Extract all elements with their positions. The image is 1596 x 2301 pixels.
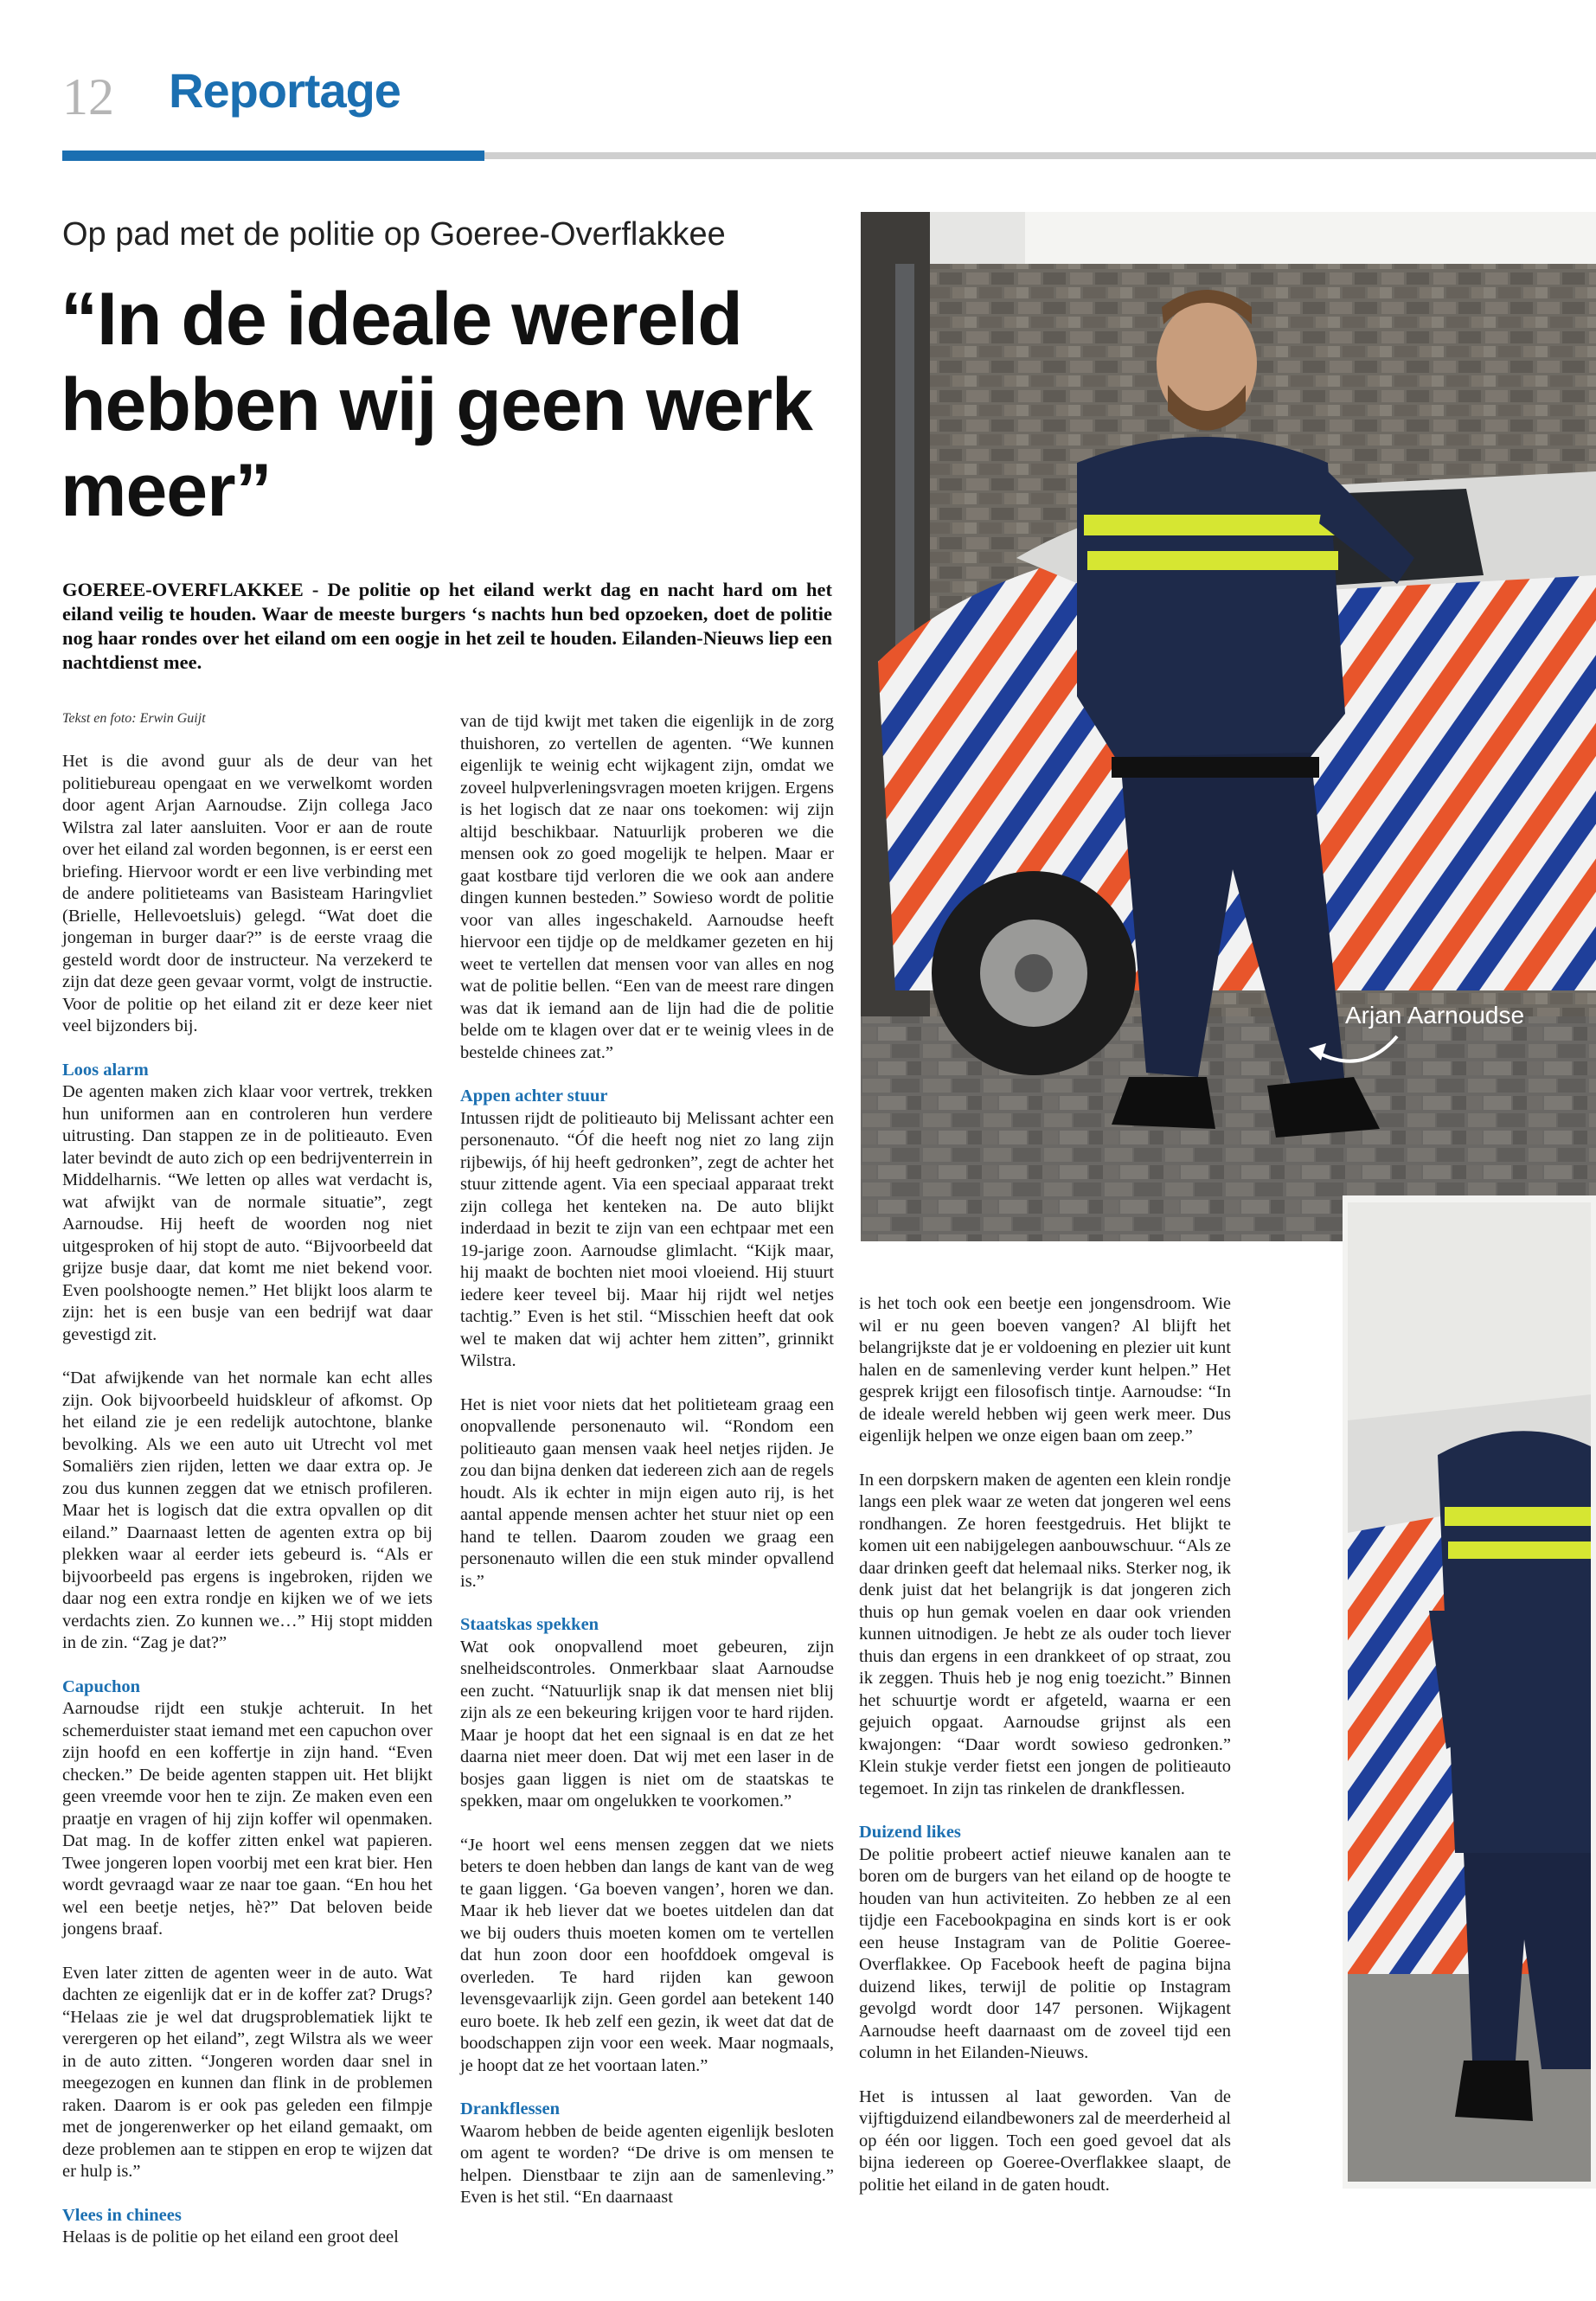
paragraph: Aarnoudse rijdt een stukje achteruit. In het schemerduister staat iemand met een capuchon over zijn hoofd en een koffertje in zijn hand. “Even checken.” De beide agenten stappen uit. Het blijkt geen vreemde voor hen te zijn. Ze maken even een praatje en vragen of hij zijn koffer wil openmaken. Dat mag. In de koffer zitten enkel wat papieren. Twee jongeren lopen voorbij met een krat bier. Hen wordt gevraagd waar ze naar toe gaan. “En hou het wel een beetje netjes, hè?” Dat beloven beide jongens braaf. <box>62 1699 433 1939</box>
paragraph: van de tijd kwijt met taken die eigenlijk in de zorg thuishoren, zo vertellen de agenten. “We kunnen eigenlijk te weinig echt wijkagent zijn, omdat we zoveel hulpverleningsvragen moeten krijgen. Ergens is het logisch dat ze naar ons toekomen: wij zijn altijd beschikbaar. Natuurlijk proberen we die mensen ook zo goed mogelijk te helpen. Maar er gaat kostbare tijd verloren die we ook aan andere dingen kunnen besteden.” Sowieso wordt de politie voor van alles ingeschakeld. Aarnoudse heeft hiervoor een tijdje op de meldkamer gezeten en hij weet te vertellen dat mensen voor van alles en nog wat de politie bellen. “Een van de meest rare dingen was dat ik iemand aan de lijn had die de politie belde om te klagen over dat er te weinig vlees in de bestelde chinees zat.” <box>460 712 834 1062</box>
subheading: Drankflessen <box>460 2099 561 2118</box>
article-byline: Tekst en foto: Erwin Guijt <box>62 711 206 726</box>
paragraph: Waarom hebben de beide agenten eigenlijk besloten om agent te worden? “De drive is om mensen te helpen. Dienstbaar te zijn aan de samenleving.” Even is het stil. “En daarnaast <box>460 2121 834 2207</box>
paragraph: Wat ook onopvallend moet gebeuren, zijn snelheidscontroles. Onmerkbaar slaat Aarnoudse een zucht. “Natuurlijk snap ik dat mensen niet blij zijn als ze een bekeuring krijgen voor te hard rijden. Maar je hoopt dat het een signaal is en dat ze het daarna niet meer doen. Dat wij met een laser in de bosjes gaan liggen is niet om de staatskas te spekken, maar om ongelukken te voorkomen.” <box>460 1637 834 1811</box>
paragraph: “Dat afwijkende van het normale kan echt alles zijn. Ook bijvoorbeeld huidskleur of afkomst. Op het eiland zie je een redelijk autochtone, blanke bevolking. Als we een auto uit Utrecht vol met Somaliërs zien rijden, letten we daar extra op. Je zou dus kunnen zeggen dat we etnisch profileren. Maar het is logisch dat die extra opvallen op dit eiland.” Daarnaast letten de agenten extra op bij plekken waar al eerder iets gebeurd is. “Als er bijvoorbeeld pas ergens is ingebroken, rijden we daar nog een extra rondje en kijken we of we iets verdachts zien. Zo kunnen we…” Hij stopt midden in de zin. “Zag je dat?” <box>62 1368 433 1652</box>
caption-arrow-icon <box>1302 1029 1406 1081</box>
paragraph: is het toch ook een beetje een jongensdroom. Wie wil er nu geen boeven vangen? Al blijft het belangrijkste dat je er voldoening en plezier uit kunt halen en de samenleving verder kunt helpen.” Het gesprek krijgt een filosofisch tintje. Aarnoudse: “In de ideale wereld hebben wij geen werk meer. Dus eigenlijk helpen we onze eigen baan om zeep.” <box>859 1294 1231 1445</box>
article-kicker: Op pad met de politie op Goeree-Overflakkee <box>62 216 726 253</box>
article-intro: GOEREE-OVERFLAKKEE - De politie op het eiland werkt dag en nacht hard om het eiland veilig te houden. Waar de meeste burgers ‘s nachts hun bed opzoeken, doet de politie nog haar rondes over het eiland om een oogje in het zeil te houden. Eilanden-Nieuws liep een nachtdienst mee. <box>62 579 832 673</box>
article-headline: “In de ideale wereld hebben wij geen werk meer” <box>61 278 812 532</box>
header-rule-accent <box>62 151 484 161</box>
subheading: Loos alarm <box>62 1060 149 1080</box>
photo-caption: Arjan Aarnoudse <box>1345 1002 1525 1029</box>
subheading: Duizend likes <box>859 1823 961 1842</box>
paragraph: Het is die avond guur als de deur van het politiebureau opengaat en we verwelkomt worden door agent Arjan Aarnoudse. Zijn collega Jaco Wilstra zal later aansluiten. Voor er aan de route over het eiland zal worden begonnen, is er eerst een briefing. Hiervoor wordt er een live verbinding met de andere politieteams van Basisteam Haringvliet (Brielle, Hellevoetsluis) gelegd. “Wat doet die jongeman in burger daar?” is de eerste vraag die gesteld wordt door de instructeur. Na verzekerd te zijn dat deze geen gevaar vormt, volgt de instructie. Voor de politie op het eiland zit er deze keer niet veel bijzonders bij. <box>62 752 433 1035</box>
paragraph: Intussen rijdt de politieauto bij Melissant achter een personenauto. “Óf die heeft nog niet zo lang zijn rijbewijs, óf hij heeft gedronken”, zegt de achter het stuur zittende agent. Via een speciaal apparaat trekt zijn collega het kenteken na. De auto blijkt inderdaad in bezit te zijn van een echtpaar met een 19-jarige zoon. Aarnoudse glimlacht. “Kijk maar, hij maakt de bochten niet mooi vloeiend. Hij stuurt iedere keer teveel bij. Maar hij rijdt wel netjes tachtig.” Even is het stil. “Misschien heeft dat ook wel te maken dat wij achter hem zitten”, grinnikt Wilstra. <box>460 1108 834 1370</box>
subheading: Staatskas spekken <box>460 1615 599 1634</box>
page-number: 12 <box>62 68 114 125</box>
subheading: Vlees in chinees <box>62 2205 182 2225</box>
subheading: Appen achter stuur <box>460 1086 608 1106</box>
paragraph: De agenten maken zich klaar voor vertrek, trekken hun uniformen aan en controleren hun verdere uitrusting. Dan stappen ze in de politieauto. Even later bevindt de auto zich op een bedrijventerrein in Middelharnis. “We letten op alles wat verdacht is, wat afwijkt van de normale situatie”, zegt Aarnoudse. Hij heeft de woorden nog niet uitgesproken of hij stopt de auto. “Bijvoorbeeld dat grijze busje daar, dat komt me niet bekend voor. Even poolshoogte nemen.” Het blijkt loos alarm te zijn: het is een busje van een bedrijf wat daar gevestigd zit. <box>62 1082 433 1344</box>
section-title: Reportage <box>169 63 401 118</box>
article-column-1 <box>62 751 433 2271</box>
paragraph: Het is intussen al laat geworden. Van de vijftigduizend eilandbewoners zal de meerderheid al op één oor liggen. Toch een goed gevoel dat als bijna iedereen op Goeree-Overflakkee slaapt, de politie het eiland in de gaten houdt. <box>859 2086 1231 2195</box>
paragraph: Het is niet voor niets dat het politieteam graag een onopvallende personenauto wil. “Rondom een politieauto gaan mensen vaak heel netjes rijden. Je zou dan bijna denken dat iedereen zich aan de regels houdt. Als ik echter in mijn eigen auto rij, is het aantal appende mensen achter het stuur niet op een hand te tellen. Daarom zouden we graag een personenauto willen die een stuk minder opvallend is.” <box>460 1394 834 1591</box>
police-officer-photo <box>861 212 1596 1241</box>
article-column-3 <box>859 1293 1231 2218</box>
paragraph: De politie probeert actief nieuwe kanalen aan te boren om de burgers van het eiland op de hoogte te houden van hun activiteiten. Zo hebben ze al een tijdje een Facebookpagina en sinds kort is er ook een heuse Instagram van de Politie Goeree-Overflakkee. Op Facebook heeft de pagina bijna duizend likes, terwijl de politie op Instagram gevolgd wordt door 147 personen. Wijkagent Aarnoudse heeft daarnaast om de zoveel tijd een column in het Eilanden-Nieuws. <box>859 1844 1231 2062</box>
subheading: Capuchon <box>62 1676 141 1696</box>
paragraph: In een dorpskern maken de agenten een klein rondje langs een plek waar ze weten dat jongeren wel eens rondhangen. Ze horen feestgedruis. Het blijkt te komen uit een nabijgelegen aanbouwschuur. “Als ze daar drinken geeft dat helemaal niks. Sterker nog, ik denk juist dat het belangrijk is dat jongeren zich thuis op hun gemak voelen en daar ook vrienden kunnen uitnodigen. Je hebt ze als ouder toch liever thuis dan ergens in een drankkeet of op straat, zou ik zeggen. Thuis heb je nog enig toezicht.” Binnen het schuurtje wordt er afgeteld, waarna er een gejuich opgaat. Aarnoudse grijnst als een kwajongen: “Daar wordt sowieso gedronken.” Klein stukje verder fietst een jongen de politieauto tegemoet. In zijn tas rinkelen de drankflessen. <box>859 1470 1231 1798</box>
paragraph: Even later zitten de agenten weer in de auto. Wat dachten ze eigenlijk dat er in de koffer zat? Drugs? “Helaas zie je wel dat drugsproblematiek lijkt te verergeren op het eiland”, zegt Wilstra als we weer in de auto zitten. “Jongeren worden daar snel in meegezogen en kunnen dan flink in de problemen raken. Daarom is er ook pas geleden een filmpje met de jongerenwerker op het eiland gemaakt, om deze problemen aan te stippen en erop te wijzen dat er hulp is.” <box>62 1963 433 2181</box>
paragraph: Helaas is de politie op het eiland een groot deel <box>62 2227 399 2247</box>
article-column-2 <box>460 711 834 2231</box>
paragraph: “Je hoort wel eens mensen zeggen dat we niets beters te doen hebben dan langs de kant van de weg te gaan liggen. ‘Ga boeven vangen’, horen we dan. Maar ik heb liever dat we boetes uitdelen dan dat we bij ouders thuis moeten komen om te vertellen dat hun zoon door een hoofddoek omgeval is overleden. Te hard rijden kan gewoon levensgevaarlijk zijn. Geen gordel aan betekent 140 euro boete. Ik heb zelf een gezin, ik weet dat dat de boodschappen zijn voor een week. Maar nogmaals, je hoopt dat ze het voortaan laten.” <box>460 1835 834 2075</box>
second-officer-photo <box>1343 1195 1596 2189</box>
